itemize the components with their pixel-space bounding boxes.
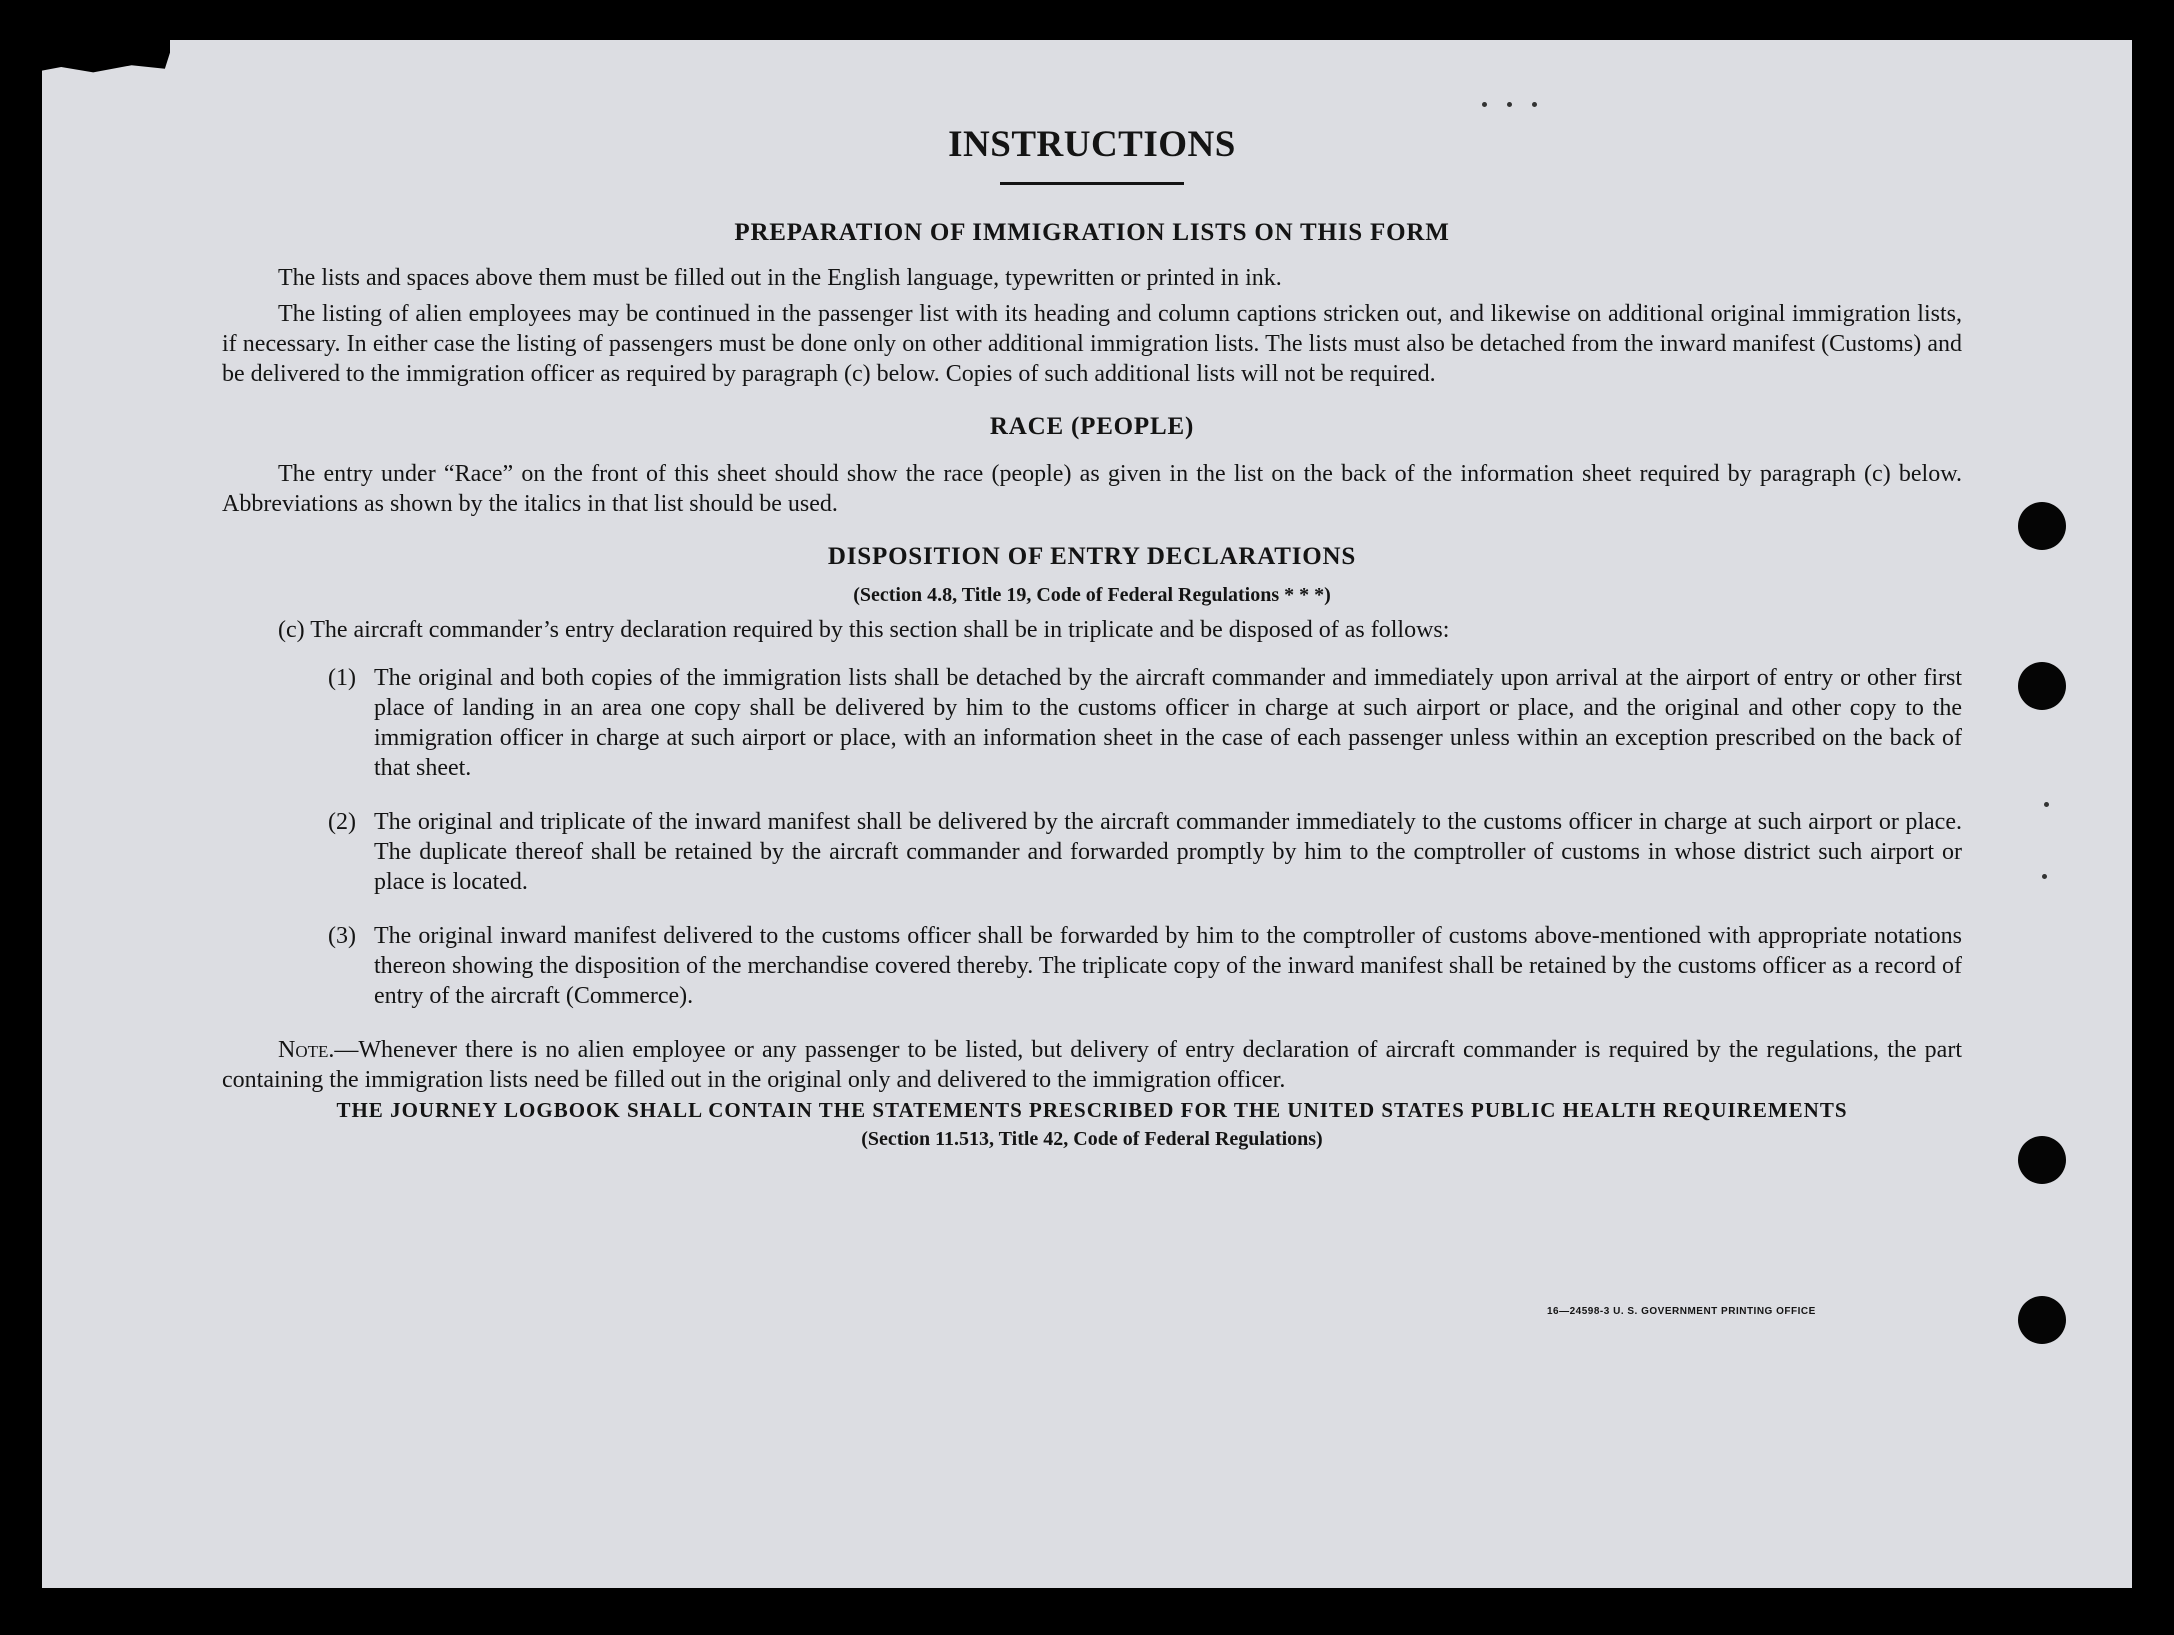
- item-text: The original and triplicate of the inward manifest shall be delivered by the aircraft commander immediately to the customs officer in charge at such airport or place. The duplicate thereof shall be retained by the aircraft commander and forwarded promptly by him to the comptroller of customs in whose district such airport or place is located.: [374, 809, 1962, 895]
- scan-speck: [1507, 102, 1512, 107]
- item-text: The original inward manifest delivered to the customs officer shall be forwarded by him to the comptroller of customs above-mentioned with appropriate notations thereon showing the disposition of the merchandise covered thereby. The triplicate copy of the inward manifest shall be retained by the customs officer as a record of entry of the aircraft (Commerce).: [374, 923, 1962, 1009]
- punch-hole: [2018, 1296, 2066, 1344]
- list-item: [328, 807, 1962, 897]
- scan-speck: [1482, 102, 1487, 107]
- scan-speck: [2044, 802, 2049, 807]
- item-number: (2): [328, 809, 356, 835]
- health-requirements-citation: (Section 11.513, Title 42, Code of Federal Regulations): [861, 1128, 1323, 1150]
- race-paragraph: The entry under “Race” on the front of this sheet should show the race (people) as given in the list on the back of the information sheet required by paragraph (c) below. Abbreviations as shown by the italics in that list should be used.: [222, 461, 1962, 517]
- scan-speck: [2042, 874, 2047, 879]
- document-page: [42, 40, 2132, 1588]
- note-paragraph: [222, 1035, 1962, 1095]
- item-text: The original and both copies of the immigration lists shall be detached by the aircraft commander and immediately upon arrival at the airport of entry or other first place of landing in an area one copy shall be delivered by him to the customs officer in charge at such airport or place, and the original and other copy to the immigration officer in charge at such airport or place, with an information sheet in the case of each passenger unless within an exception prescribed on the back of that sheet.: [374, 665, 1962, 781]
- disposition-clause: [222, 615, 1962, 645]
- page-title: INSTRUCTIONS: [948, 124, 1236, 165]
- disposition-items: [328, 663, 1962, 1011]
- list-item: [328, 921, 1962, 1011]
- list-item: [328, 663, 1962, 783]
- clause-text: The aircraft commander’s entry declaration required by this section shall be in triplicate and be disposed of as follows:: [310, 617, 1450, 643]
- disposition-heading: DISPOSITION OF ENTRY DECLARATIONS: [827, 543, 1357, 570]
- scan-speck: [1532, 102, 1537, 107]
- item-number: (1): [328, 665, 356, 691]
- note-text: —Whenever there is no alien employee or any passenger to be listed, but delivery of entry declaration of aircraft commander is required by the regulations, the part containing the immigration lists need be filled out in the original only and delivered to the immigration officer.: [222, 1037, 1962, 1093]
- title-rule: [1000, 182, 1184, 185]
- preparation-paragraph-1: The lists and spaces above them must be filled out in the English language, typewritten or printed in ink.: [278, 265, 1282, 291]
- note-label: Note.: [278, 1037, 335, 1063]
- item-number: (3): [328, 923, 356, 949]
- punch-hole: [2018, 662, 2066, 710]
- torn-corner: [42, 40, 170, 76]
- disposition-citation: (Section 4.8, Title 19, Code of Federal Regulations * * *): [853, 584, 1331, 606]
- health-requirements-statement: THE JOURNEY LOGBOOK SHALL CONTAIN THE STATEMENTS PRESCRIBED FOR THE UNITED STATES PUBLIC HEALTH REQUIREMENTS: [336, 1098, 1848, 1122]
- preparation-heading: PREPARATION OF IMMIGRATION LISTS ON THIS FORM: [734, 219, 1450, 246]
- printer-mark: 16—24598-3 U. S. GOVERNMENT PRINTING OFFICE: [1547, 1306, 1816, 1317]
- preparation-paragraph-2: The listing of alien employees may be continued in the passenger list with its heading and column captions stricken out, and likewise on additional original immigration lists, if necessary. In either case the listing of passengers must be done only on other additional immigration lists. The lists must also be detached from the inward manifest (Customs) and be delivered to the immigration officer as required by paragraph (c) below. Copies of such additional lists will not be required.: [222, 301, 1962, 387]
- punch-hole: [2018, 502, 2066, 550]
- race-heading: RACE (PEOPLE): [989, 413, 1195, 440]
- clause-label: (c): [278, 617, 305, 643]
- instructions-body: [222, 118, 1962, 1153]
- punch-hole: [2018, 1136, 2066, 1184]
